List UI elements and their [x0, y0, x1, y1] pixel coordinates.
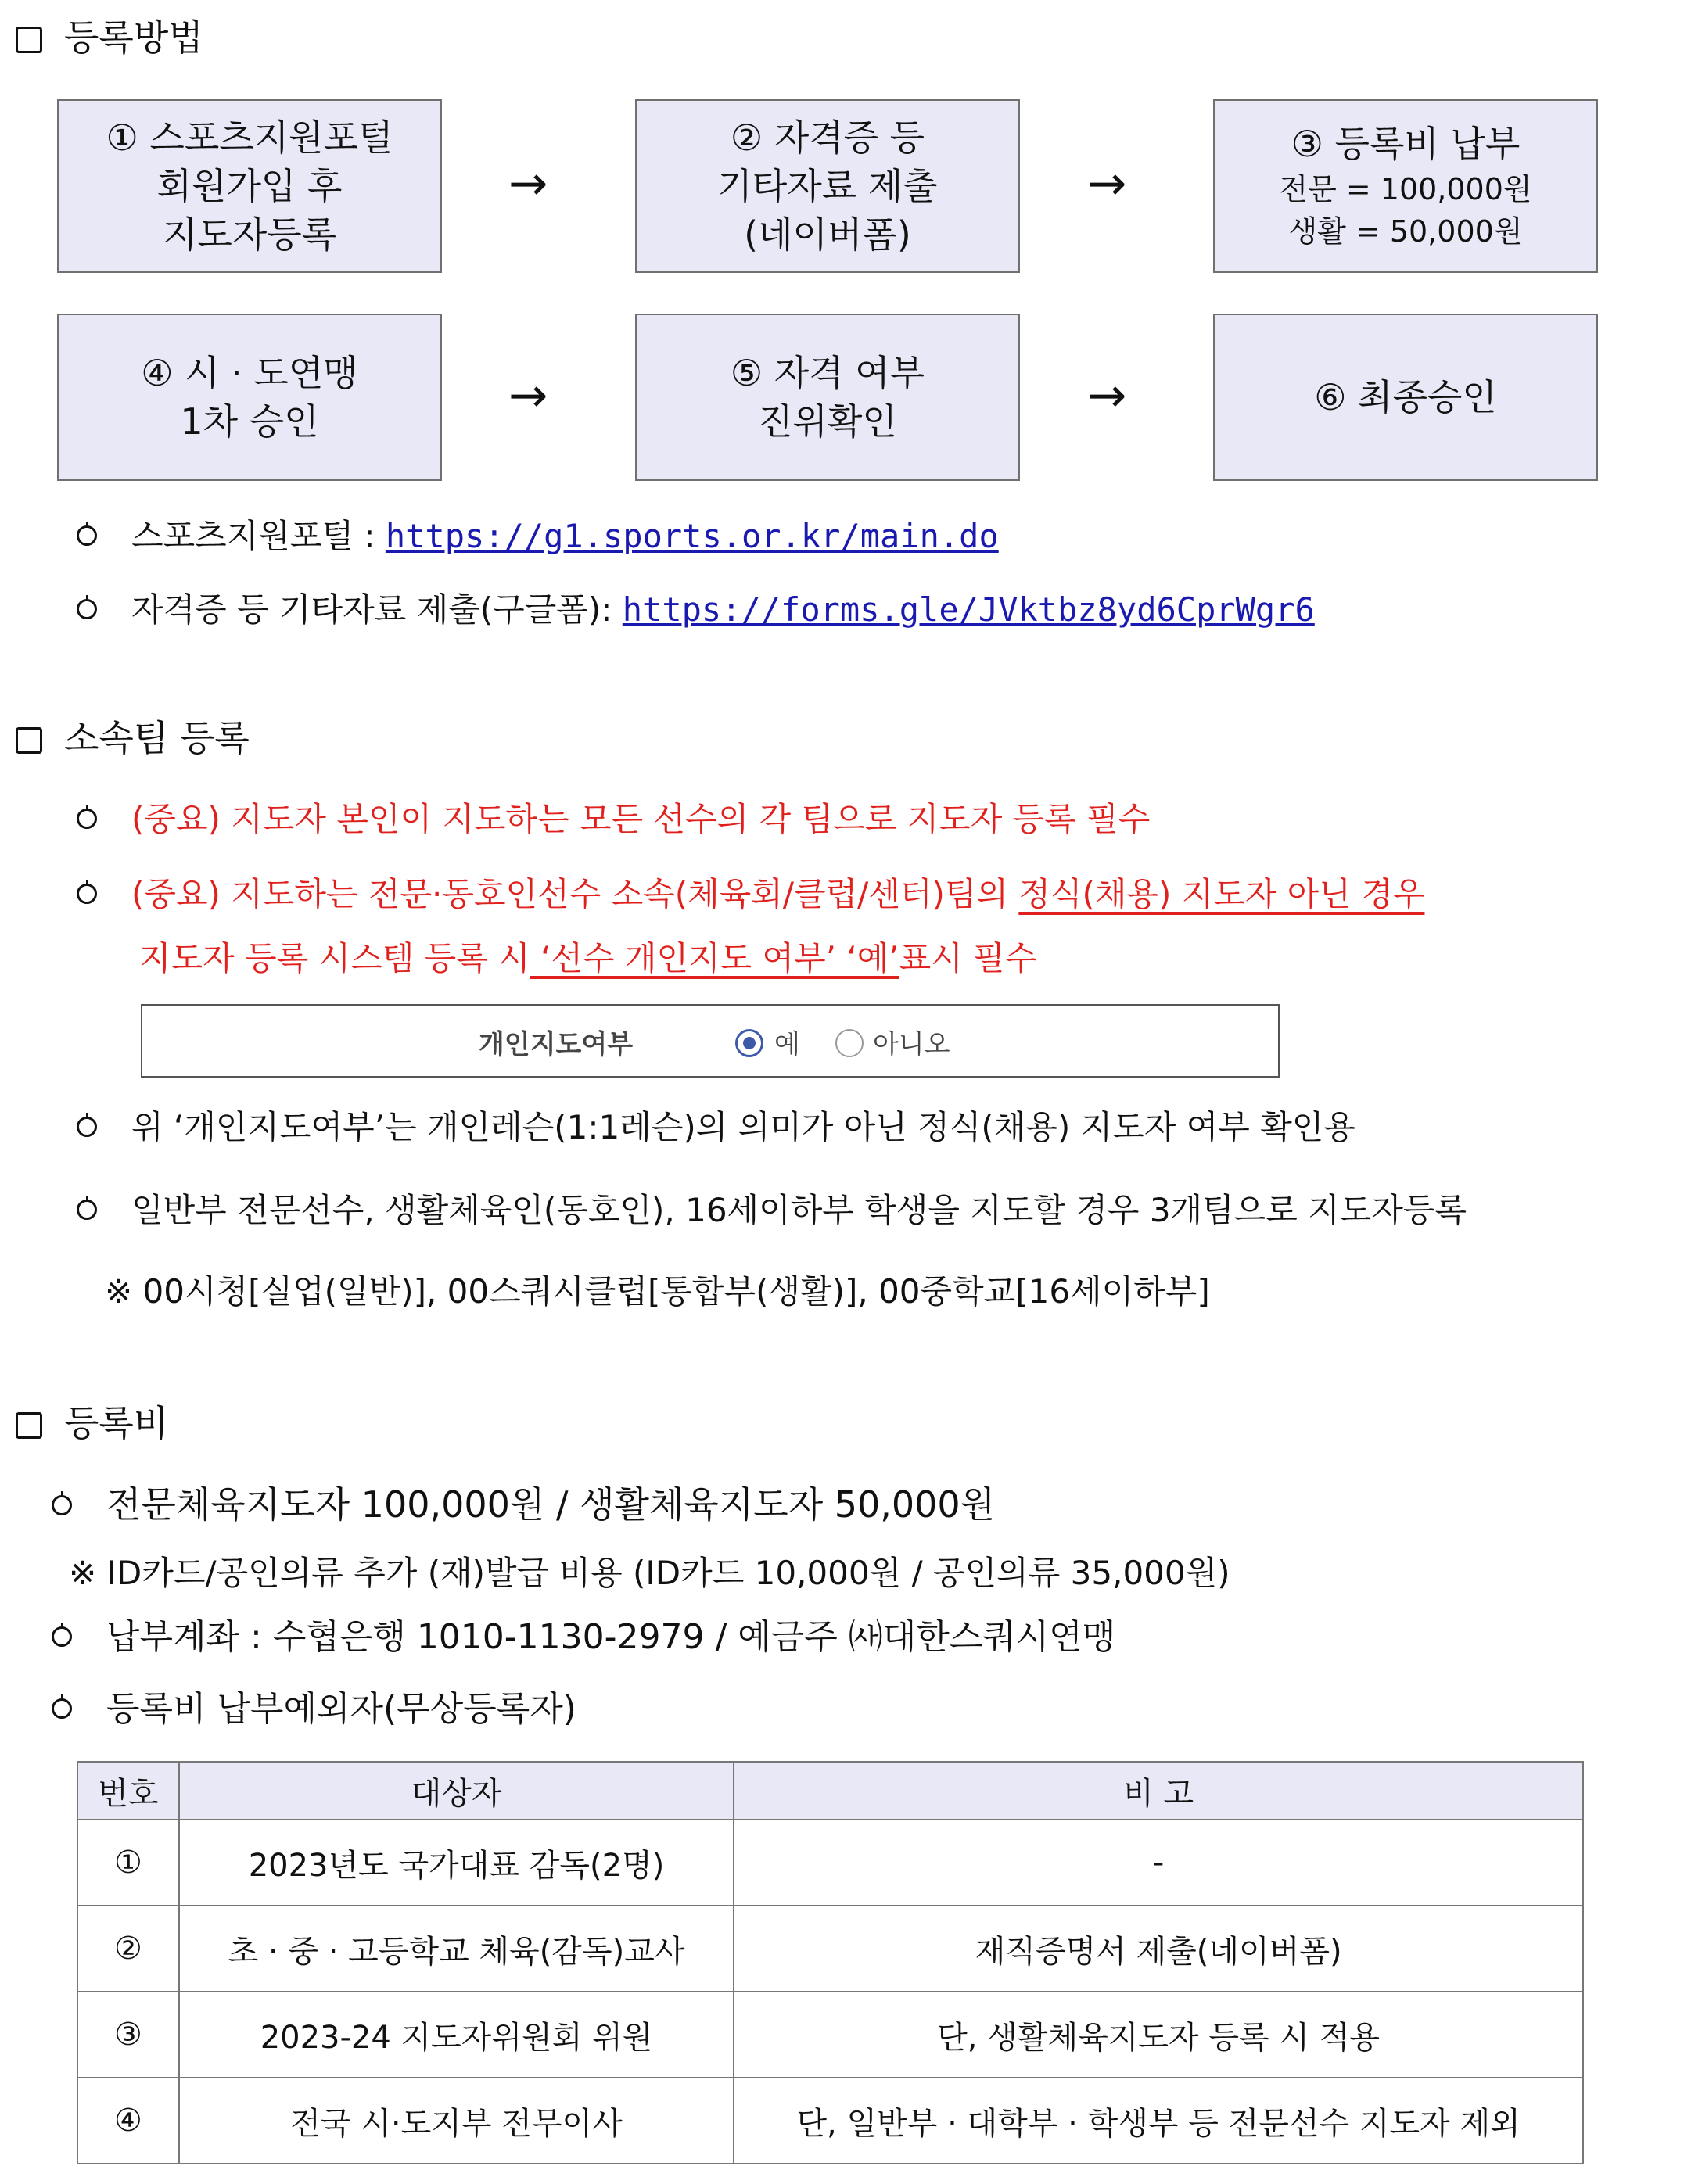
step-2-line-1: ② 자격증 등: [730, 117, 925, 159]
cell-number: ②: [77, 1906, 179, 1992]
team-bullet-1: [77, 796, 1150, 843]
table-row: [77, 2078, 1583, 2164]
section-title: 등록방법: [64, 16, 203, 59]
step-1-line-1: ① 스포츠지원포털: [106, 117, 393, 159]
personal-coaching-label: 개인지도여부: [479, 1029, 634, 1060]
fee-bullet-3-text: 등록비 납부예외자(무상등록자): [106, 1689, 576, 1729]
cell-remarks: -: [734, 1820, 1583, 1906]
table-row: [77, 1820, 1583, 1906]
step-5-line-2: 진위확인: [758, 400, 897, 443]
step-2-box: [635, 99, 1020, 273]
radio-yes[interactable]: [735, 1029, 763, 1057]
team-bullet-3: [77, 1104, 1355, 1151]
team-note: ※ 00시청[실업(일반)], 00스쿼시클럽[통합부(생활)], 00중학교[16세이하부]: [105, 1272, 1210, 1311]
step-1-line-3: 지도자등록: [162, 213, 337, 256]
step-2-line-3: (네이버폼): [744, 213, 911, 256]
section-registration-method: [16, 14, 203, 61]
table-row: [77, 1906, 1583, 1992]
step-2-line-2: 기타자료 제출: [717, 165, 938, 207]
cell-target: 초 · 중 · 고등학교 체육(감독)교사: [179, 1906, 734, 1992]
team-bullet-2-text-a: (중요) 지도하는 전문·동호인선수 소속(체육회/클럽/센터)팀의: [131, 875, 1019, 913]
arrow-right-icon: →: [508, 368, 548, 423]
step-6-box: [1213, 314, 1598, 481]
radio-no-label: 아니오: [873, 1029, 950, 1060]
cell-number: ④: [77, 2078, 179, 2164]
arrow-right-icon: →: [1087, 368, 1127, 423]
sports-portal-link[interactable]: https://g1.sports.or.kr/main.do: [385, 517, 999, 555]
step-4-line-1: ④ 시 · 도연맹: [141, 352, 358, 394]
bullet-circle-icon: [52, 1626, 72, 1647]
header-target: 대상자: [179, 1762, 734, 1820]
link-label: 자격증 등 기타자료 제출(구글폼):: [131, 590, 623, 629]
bullet-circle-icon: [77, 1200, 97, 1220]
radio-yes-label: 예: [774, 1029, 800, 1060]
cell-remarks: 단, 일반부 · 대학부 · 학생부 등 전문선수 지도자 제외: [734, 2078, 1583, 2164]
step-1-box: [57, 99, 442, 273]
table-header-row: [77, 1762, 1583, 1820]
bullet-circle-icon: [77, 525, 97, 546]
cell-number: ③: [77, 1992, 179, 2078]
step-5-box: [635, 314, 1020, 481]
step-3-line-1: ③ 등록비 납부: [1291, 123, 1521, 165]
fee-bullet-1: [52, 1481, 995, 1528]
step-4-line-2: 1차 승인: [180, 400, 319, 443]
step-5-line-1: ⑤ 자격 여부: [730, 352, 925, 394]
cell-target: 2023-24 지도자위원회 위원: [179, 1992, 734, 2078]
fee-note: ※ ID카드/공인의류 추가 (재)발급 비용 (ID카드 10,000원 / 공인의류 35,000원): [69, 1554, 1230, 1592]
team-bullet-2: [77, 871, 1424, 918]
team-bullet-2-cont: [139, 935, 1036, 982]
team-bullet-4: [77, 1187, 1467, 1234]
step-1-line-2: 회원가입 후: [156, 165, 343, 207]
link-label: 스포츠지원포털 :: [131, 517, 386, 555]
personal-coaching-radio-box: [141, 1004, 1280, 1078]
bullet-google-form: [77, 586, 1315, 633]
cell-remarks: 단, 생활체육지도자 등록 시 적용: [734, 1992, 1583, 2078]
section-title: 소속팀 등록: [64, 717, 250, 759]
fee-bullet-3: [52, 1686, 576, 1733]
team-bullet-3-text: 위 ‘개인지도여부’는 개인레슨(1:1레슨)의 의미가 아닌 정식(채용) 지도자 여부 확인용: [131, 1108, 1355, 1146]
team-bullet-2-text-e: 표시 필수: [899, 939, 1037, 977]
checkbox-square-icon: [16, 27, 42, 53]
arrow-right-icon: →: [508, 156, 548, 211]
bullet-circle-icon: [52, 1495, 72, 1515]
step-6-line-1: ⑥ 최종승인: [1314, 376, 1497, 418]
team-bullet-2-text-c: 지도자 등록 시스템 등록 시: [139, 939, 530, 977]
section-team-registration: [16, 715, 250, 762]
bullet-circle-icon: [77, 1117, 97, 1137]
checkbox-square-icon: [16, 1412, 42, 1439]
cell-remarks: 재직증명서 제출(네이버폼): [734, 1906, 1583, 1992]
fee-exemption-table: [77, 1761, 1584, 2164]
cell-target: 전국 시·도지부 전무이사: [179, 2078, 734, 2164]
section-title: 등록비: [64, 1402, 169, 1444]
fee-bullet-1-text: 전문체육지도자 100,000원 / 생활체육지도자 50,000원: [106, 1483, 996, 1526]
table-row: [77, 1992, 1583, 2078]
cell-number: ①: [77, 1820, 179, 1906]
team-bullet-2-text-b: 정식(채용) 지도자 아닌 경우: [1018, 875, 1425, 913]
fee-bullet-2-text: 납부계좌 : 수협은행 1010-1130-2979 / 예금주 ㈔대한스쿼시연맹: [106, 1617, 1116, 1657]
arrow-right-icon: →: [1087, 156, 1127, 211]
header-number: 번호: [77, 1762, 179, 1820]
bullet-circle-icon: [77, 884, 97, 904]
team-bullet-4-text: 일반부 전문선수, 생활체육인(동호인), 16세이하부 학생을 지도할 경우 3개팀으로 지도자등록: [131, 1191, 1467, 1229]
bullet-sports-portal: [77, 513, 999, 560]
step-4-box: [57, 314, 442, 481]
cell-target: 2023년도 국가대표 감독(2명): [179, 1820, 734, 1906]
header-remarks: 비 고: [734, 1762, 1583, 1820]
fee-bullet-2: [52, 1614, 1115, 1661]
step-3-sub-1: 전문 = 100,000원: [1279, 172, 1532, 206]
checkbox-square-icon: [16, 727, 42, 754]
section-registration-fee: [16, 1400, 168, 1447]
team-bullet-1-text: (중요) 지도자 본인이 지도하는 모든 선수의 각 팀으로 지도자 등록 필수: [131, 800, 1151, 838]
bullet-circle-icon: [77, 599, 97, 619]
step-3-sub-2: 생활 = 50,000원: [1288, 214, 1523, 249]
step-3-box: [1213, 99, 1598, 273]
google-form-link[interactable]: https://forms.gle/JVktbz8yd6CprWgr6: [622, 590, 1315, 629]
bullet-circle-icon: [52, 1698, 72, 1719]
radio-no[interactable]: [835, 1029, 864, 1057]
bullet-circle-icon: [77, 809, 97, 829]
team-bullet-2-text-d: ‘선수 개인지도 여부’ ‘예’: [530, 939, 899, 977]
